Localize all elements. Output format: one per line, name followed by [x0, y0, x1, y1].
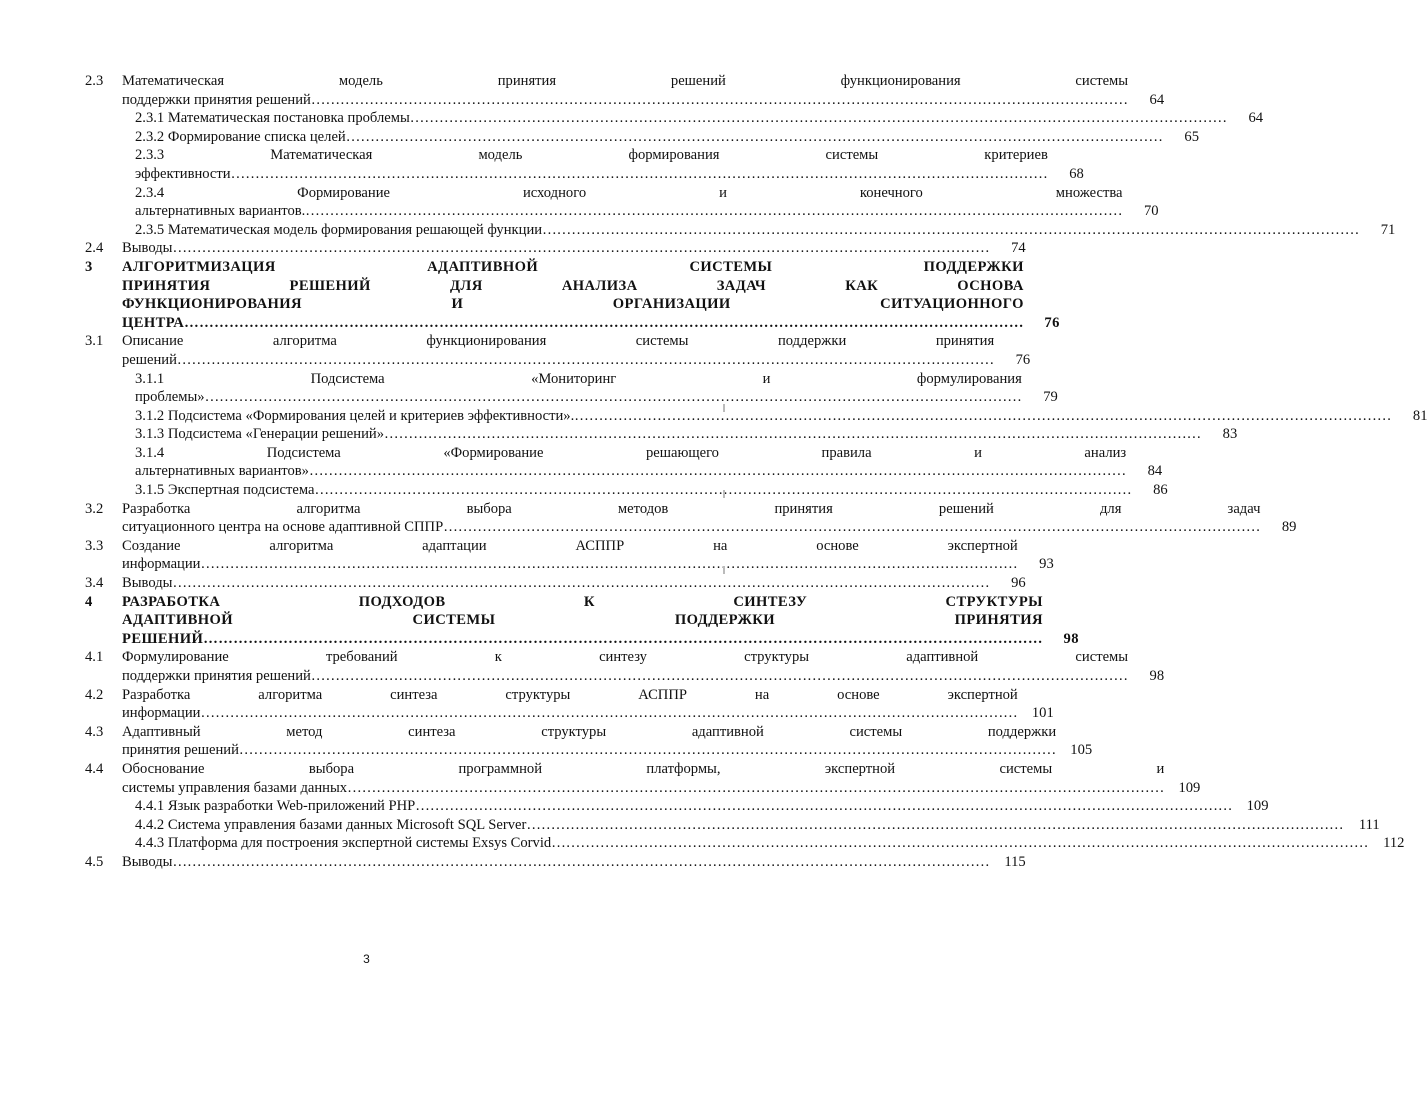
toc-entry-title [122, 500, 1260, 537]
toc-title-line: 3.1.2 Подсистема «Формирования целей и критериев эффективности». [135, 407, 575, 424]
toc-title-line: ситуационного центра на основе адаптивной СППР [122, 519, 444, 536]
toc-entry-number: 4.5 [85, 853, 104, 870]
toc-entry [85, 797, 1269, 816]
toc-title-line: 4.4.3 Платформа для построения экспертной системы Exsys Corvid [135, 835, 552, 852]
toc-entry [85, 444, 1163, 481]
dot-leader [415, 797, 1232, 816]
toc-page-number: 105 [1070, 742, 1093, 759]
toc-page-number: 71 [1380, 221, 1396, 238]
toc-entry-title [135, 128, 1163, 147]
toc-page-number: 79 [1043, 389, 1058, 406]
toc-entry-title [122, 537, 1018, 574]
toc-entry-title [122, 723, 1056, 760]
toc-page-number: 109 [1178, 779, 1201, 796]
toc-chapter [85, 593, 1079, 649]
toc-page-number: 76 [1044, 314, 1060, 331]
dot-leader [574, 407, 1391, 426]
toc-entry [85, 72, 1165, 109]
toc-title-line: АЛГОРИТМИЗАЦИЯ АДАПТИВНОЙ СИСТЕМЫ ПОДДЕРЖКИ [122, 258, 1024, 275]
toc-title-line: Выводы [122, 853, 173, 870]
toc-entry [85, 686, 1054, 723]
toc-title-line: 2.3.5 Математическая модель формирования решающей функции [135, 221, 543, 238]
toc-entry-title [122, 574, 990, 593]
dot-leader [203, 630, 1043, 649]
toc-title-line: системы управления базами данных [122, 779, 348, 796]
toc-entry [85, 481, 1168, 500]
toc-entry-number: 3.2 [85, 500, 104, 517]
toc-title-line: Разработка алгоритма выбора методов принятия решений для задач [122, 500, 1261, 517]
toc-entry [85, 109, 1264, 128]
dot-leader [305, 202, 1122, 221]
toc-entry-title [122, 593, 1043, 649]
toc-entry-number: 3.4 [85, 575, 104, 592]
toc-page-number: 76 [1015, 351, 1031, 368]
toc-title-line: поддержки принятия решений [122, 668, 311, 684]
toc-page-number: 70 [1143, 203, 1159, 220]
toc-page-number: 86 [1153, 482, 1168, 499]
dot-leader [172, 239, 989, 258]
toc-entry-number: 2.3 [85, 73, 104, 89]
dot-leader [172, 853, 989, 872]
dot-leader [311, 667, 1128, 686]
dot-leader [551, 834, 1368, 853]
toc-title-line: решений [122, 351, 177, 368]
toc-chapter [85, 258, 1060, 332]
page-number: 3 [363, 952, 370, 966]
toc-entry [85, 537, 1054, 574]
toc-entry [85, 425, 1238, 444]
toc-entry-number: 4 [85, 593, 93, 610]
toc-entry [85, 834, 1405, 853]
dot-leader [526, 816, 1343, 835]
toc-title-line: ПРИНЯТИЯ РЕШЕНИЙ ДЛЯ АНАЛИЗА ЗАДАЧ КАК ОСНОВА [122, 277, 1024, 294]
toc-title-line: эффективности [135, 165, 231, 182]
toc-title-line: РЕШЕНИЙ [122, 630, 204, 647]
toc-entry-number: 3.3 [85, 537, 104, 554]
toc-entry-number: 4.4 [85, 760, 104, 777]
toc-entry-title [122, 648, 1128, 685]
dot-leader [231, 165, 1048, 184]
toc-title-line: Обоснование выбора программной платформы, экспертной системы и [122, 760, 1165, 777]
toc-title-line: 4.4.1 Язык разработки Web-приложений PHP [135, 798, 416, 815]
toc-page-number: 74 [1011, 240, 1026, 257]
toc-entry-title [135, 425, 1201, 444]
dot-leader [177, 351, 994, 370]
toc-page-number: 93 [1039, 556, 1054, 573]
toc-page-number: 98 [1149, 668, 1165, 684]
toc-page-number: 64 [1149, 91, 1165, 108]
toc-page-number: 81 [1412, 407, 1427, 424]
toc-entry-title [135, 407, 1391, 426]
dot-leader [347, 779, 1164, 798]
toc-title-line: альтернативных вариантов. [135, 203, 306, 220]
toc-title-line: Выводы [122, 240, 173, 257]
toc-entry [85, 128, 1199, 147]
toc-title-line: 2.3.2 Формирование списка целей [135, 128, 346, 145]
dot-leader [201, 704, 1018, 723]
toc-entry [85, 407, 1427, 426]
toc-page-number: 112 [1383, 835, 1405, 852]
toc-entry-title [122, 332, 994, 369]
toc-title-line: 3.1.1 Подсистема «Мониторинг и формулирования [135, 370, 1022, 387]
toc-entry-title [135, 481, 1132, 500]
toc-title-line: Разработка алгоритма синтеза структуры АСППР на основе экспертной [122, 686, 1018, 703]
dot-leader [346, 128, 1163, 147]
toc-entry-title [122, 686, 1018, 723]
dot-leader [205, 388, 1022, 407]
toc-entry-title [135, 370, 1022, 407]
toc-entry-title [122, 853, 990, 872]
toc-title-line: Математическая модель принятия решений функционирования системы [122, 73, 1129, 89]
toc-title-line: ФУНКЦИОНИРОВАНИЯ И ОРГАНИЗАЦИИ СИТУАЦИОННОГО [122, 296, 1024, 313]
toc-entry [85, 723, 1093, 760]
dot-leader [410, 109, 1227, 128]
toc-title-line: Адаптивный метод синтеза структуры адаптивной системы поддержки [122, 723, 1057, 740]
dot-leader [443, 518, 1260, 537]
toc-entry [85, 816, 1380, 835]
dot-leader [309, 462, 1126, 481]
toc-title-line: информации [122, 705, 201, 722]
toc-page-number: 111 [1358, 816, 1380, 833]
dot-leader [172, 574, 989, 593]
toc-title-line: проблемы» [135, 389, 205, 406]
toc-page-number: 115 [1004, 853, 1026, 870]
toc-entry-title [122, 72, 1128, 109]
toc-entry-title [135, 834, 1368, 853]
toc-entry [85, 332, 1031, 369]
toc-entry [85, 853, 1026, 872]
dot-leader [384, 425, 1201, 444]
toc-entry [85, 146, 1084, 183]
table-of-contents [85, 72, 1427, 872]
scan-mark [723, 404, 725, 412]
scan-mark [723, 490, 725, 498]
toc-entry-title [135, 184, 1123, 221]
toc-page-number: 65 [1184, 128, 1199, 145]
toc-page-number: 96 [1011, 575, 1026, 592]
dot-leader [311, 91, 1128, 110]
toc-title-line: 2.3.1 Математическая постановка проблемы [135, 110, 410, 127]
scan-mark [723, 566, 725, 574]
toc-entry [85, 239, 1026, 258]
dot-leader [542, 221, 1359, 240]
toc-page-number: 84 [1147, 463, 1163, 480]
dot-leader [184, 314, 1024, 333]
toc-page-number: 68 [1069, 165, 1084, 182]
toc-entry-number: 3 [85, 258, 93, 275]
toc-entry-number: 3.1 [85, 333, 104, 350]
toc-title-line: 4.4.2 Система управления базами данных Microsoft SQL Server [135, 816, 527, 833]
toc-title-line: 3.1.3 Подсистема «Генерации решений» [135, 426, 385, 443]
toc-entry [85, 574, 1026, 593]
toc-title-line: альтернативных вариантов» [135, 463, 309, 480]
toc-page-number: 83 [1222, 426, 1238, 443]
toc-entry [85, 370, 1058, 407]
toc-entry-title [135, 109, 1227, 128]
toc-title-line: АДАПТИВНОЙ СИСТЕМЫ ПОДДЕРЖКИ ПРИНЯТИЯ [122, 612, 1043, 629]
toc-title-line: поддержки принятия решений [122, 91, 311, 108]
toc-entry-number: 2.4 [85, 240, 104, 257]
toc-entry-title [135, 816, 1344, 835]
dot-leader [239, 741, 1056, 760]
toc-entry-number: 4.3 [85, 723, 104, 740]
toc-entry [85, 500, 1297, 537]
dot-leader [201, 555, 1018, 574]
toc-entry-number: 4.2 [85, 686, 104, 703]
toc-page-number: 98 [1063, 630, 1079, 647]
toc-entry [85, 221, 1396, 240]
toc-page-number: 89 [1281, 519, 1297, 536]
toc-entry [85, 648, 1165, 685]
toc-title-line: информации [122, 556, 201, 573]
toc-entry-title [122, 239, 990, 258]
toc-title-line: ЦЕНТРА [122, 314, 185, 331]
toc-title-line: Выводы [122, 575, 173, 592]
toc-entry-title [135, 797, 1233, 816]
toc-title-line: 3.1.4 Подсистема «Формирование решающего правила и анализ [135, 444, 1127, 461]
toc-entry-title [135, 146, 1048, 183]
toc-title-line: Формулирование требований к синтезу структуры адаптивной системы [122, 649, 1129, 666]
toc-title-line: 3.1.5 Экспертная подсистема [135, 482, 315, 499]
toc-entry-title [122, 258, 1024, 332]
toc-title-line: Описание алгоритма функционирования системы поддержки принятия [122, 333, 995, 350]
toc-title-line: 2.3.3 Математическая модель формирования системы критериев [135, 147, 1048, 164]
toc-entry-title [122, 760, 1164, 797]
toc-page-number: 109 [1246, 798, 1269, 815]
toc-entry-number: 4.1 [85, 649, 104, 666]
toc-title-line: Создание алгоритма адаптации АСППР на основе экспертной [122, 537, 1018, 554]
toc-entry-title [135, 221, 1359, 240]
toc-entry [85, 184, 1159, 221]
toc-page-number: 101 [1031, 705, 1054, 722]
toc-entry [85, 760, 1201, 797]
toc-title-line: РАЗРАБОТКА ПОДХОДОВ К СИНТЕЗУ СТРУКТУРЫ [122, 593, 1043, 610]
toc-title-line: 2.3.4 Формирование исходного и конечного множества [135, 184, 1123, 201]
toc-page-number: 64 [1248, 110, 1264, 127]
toc-title-line: принятия решений [122, 742, 239, 759]
toc-entry-title [135, 444, 1126, 481]
